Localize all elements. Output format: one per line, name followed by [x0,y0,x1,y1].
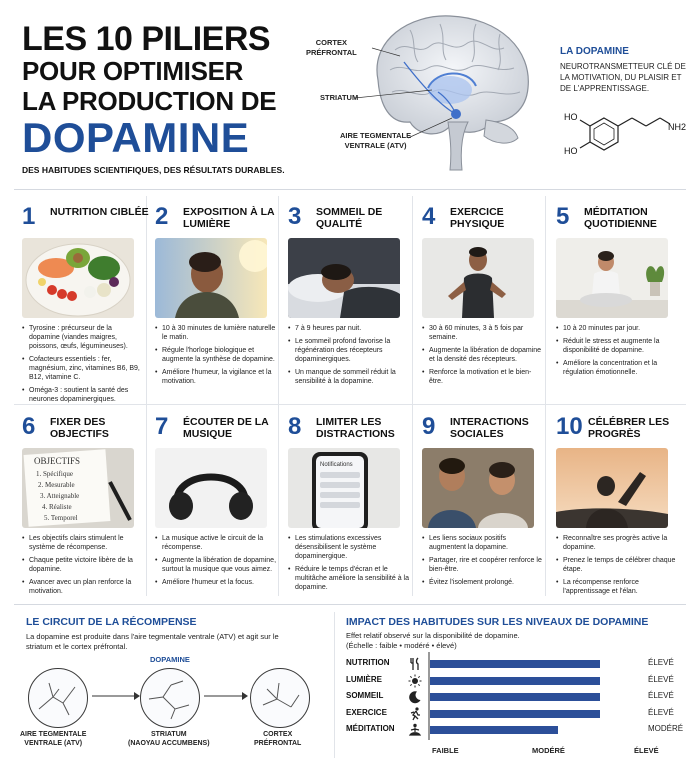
brain-label-striatum: STRIATUM [320,93,359,102]
pillar-bullet: • 30 à 60 minutes, 3 à 5 fois par semaine. [422,324,544,342]
pillar-number: 1 [22,203,36,230]
title-line-1: LES 10 PILIERS [22,20,271,58]
bar [430,660,600,668]
goals-title: OBJECTIFS [34,456,81,466]
chart-axis [428,652,432,742]
pillar-number: 9 [422,413,436,440]
pillar-bullet: • Un manque de sommeil réduit la sensibilité à la dopamine. [288,368,410,386]
pillar-number: 5 [556,203,570,230]
pillar-bullet: • Partager, rire et coopérer renforce le bien-être. [422,556,544,574]
pillar-bullet: • Reconnaître ses progrès active la dopamine. [556,534,678,552]
bar [430,710,600,718]
molecule-nh2: NH2 [668,122,687,132]
pillar-number: 6 [22,413,36,440]
circuit-node-striatum [140,668,200,728]
molecule-ho-bottom: HO [564,146,578,156]
pillar-name: MÉDITATION QUOTIDIENNE [584,206,657,230]
goals-item: 5. Temporel [44,514,78,522]
pillar-bullet: • Tyrosine : précurseur de la dopamine (viandes maigres, poissons, œufs, légumineuses). [22,324,144,351]
pillar-number: 8 [288,413,302,440]
pillar-bullet: • 10 à 20 minutes par jour. [556,324,678,333]
pillar-name: LIMITER LES DISTRACTIONS [316,416,395,440]
bar-level-label: MODÉRÉ [648,724,684,733]
circuit-arrow-1 [90,690,140,702]
pillar-8 [288,414,418,600]
goals-notebook-image [22,448,134,528]
pillar-bullet: • Prenez le temps de célébrer chaque étape. [556,556,678,574]
goals-item: 3. Atteignable [40,492,80,500]
pillar-number: 7 [155,413,169,440]
pillar-number: 4 [422,203,436,230]
moon-icon [408,690,422,704]
phone-title: Notifications [320,462,353,468]
bar-level-label: ÉLEVÉ [648,707,674,717]
bar-category-label: NUTRITION [346,658,390,667]
pillar-1 [22,203,152,403]
circuit-node-cortex [250,668,310,728]
bar-row-4 [346,723,684,737]
pillar-bullet: • Chaque petite victoire libère de la dopamine. [22,556,144,574]
pillar-bullet: • Améliore la concentration et la régulation émotionnelle. [556,359,678,377]
dopamine-description: NEUROTRANSMETTEUR CLÉ DE LA MOTIVATION, DU PLAISIR ET DE L'APPRENTISSAGE. [560,62,686,93]
circuit-label-atv: AIRE TEGMENTALE VENTRALE (ATV) [20,731,87,747]
circuit-label-striatum: STRIATUM (NAOYAU ACCUMBENS) [128,731,210,747]
food-bowl-image [22,238,134,318]
sunlight-person-image [155,238,267,318]
pillar-bullet: • Évitez l'isolement prolongé. [422,578,544,587]
impact-subtitle: Effet relatif observé sur la disponibilité de dopamine. [346,631,520,640]
bar-category-label: MÉDITATION [346,724,395,733]
dopamine-molecule [560,106,690,166]
bar [430,677,600,685]
axis-label-high: ÉLEVÉ [634,746,659,755]
pillar-bullet: • Le sommeil profond favorise la régénération des récepteurs dopaminergiques. [288,337,410,364]
headphones-image [155,448,267,528]
pillar-9 [422,414,552,600]
pillar-name: SOMMEIL DE QUALITÉ [316,206,383,230]
pillar-name: EXERCICE PHYSIQUE [450,206,505,230]
meditation-person-image [556,238,668,318]
pillar-name: ÉCOUTER DE LA MUSIQUE [183,416,269,440]
pillar-7 [155,414,285,600]
title-line-2: POUR OPTIMISER [22,56,244,86]
pillar-name: EXPOSITION À LA LUMIÈRE [183,206,275,230]
divider-top [14,189,686,190]
pillar-bullet: • Régule l'horloge biologique et augmente la synthèse de dopamine. [155,346,277,364]
goals-item: 2. Mesurable [38,481,75,489]
bar-track [430,660,630,668]
section-divider [334,612,335,758]
dopamine-info [560,46,690,94]
pillar-bullet: • 10 à 30 minutes de lumière naturelle le matin. [155,324,277,342]
circuit-arrow-2 [202,690,248,702]
brain-label-cortex: CORTEX PRÉFRONTAL [306,38,357,57]
circuit-title: LE CIRCUIT DE LA RÉCOMPENSE [26,616,197,628]
pillar-bullet: • Cofacteurs essentiels : fer, magnésium, zinc, vitamines B6, B9, B12, vitamine C. [22,355,144,382]
pillar-bullet: • Les liens sociaux positifs augmentent la dopamine. [422,534,544,552]
social-friends-image [422,448,534,528]
pillar-number: 2 [155,203,169,230]
pillar-bullet: • Réduire le temps d'écran et le multitâche améliore la sensibilité à la dopamine. [288,565,410,592]
pillar-bullet: • Réduit le stress et augmente la disponibilité de dopamine. [556,337,678,355]
circuit-text: La dopamine est produite dans l'aire tegmentale ventrale (ATV) et agit sur le striatum et le cortex préfrontal. [26,632,279,651]
running-icon [408,707,422,721]
impact-title: IMPACT DES HABITUDES SUR LES NIVEAUX DE DOPAMINE [346,616,649,628]
pillar-bullet: • 7 à 9 heures par nuit. [288,324,410,333]
impact-scale-note: (Échelle : faible • modéré • élevé) [346,641,457,650]
bar-category-label: EXERCICE [346,707,387,717]
bar-track [430,710,630,718]
pillar-number: 3 [288,203,302,230]
pillar-10 [556,414,686,600]
sleeping-person-image [288,238,400,318]
pillar-bullet: • Oméga-3 : soutient la santé des neurones dopaminergiques. [22,386,144,404]
goals-item: 1. Spécifique [36,470,73,478]
bar-track [430,693,630,701]
circuit-node-atv [28,668,88,728]
pillar-bullet: • Augmente la libération de dopamine et la densité des récepteurs. [422,346,544,364]
axis-label-mid: MODÉRÉ [532,746,565,755]
bar-level-label: ÉLEVÉ [648,691,674,700]
bar-row-3 [346,707,676,721]
phone-notifications-image [288,448,400,528]
circuit-label-cortex: CORTEX PRÉFRONTAL [254,731,302,747]
pillar-name: FIXER DES OBJECTIFS [50,416,109,440]
bar-category-label: LUMIÈRE [346,674,382,684]
pillar-name: NUTRITION CIBLÉE [50,206,149,218]
bar-row-1 [346,674,676,688]
title-line-3: LA PRODUCTION DE [22,86,277,116]
bar-level-label: ÉLEVÉ [648,658,674,667]
pillar-number: 10 [556,413,583,440]
goals-item: 4. Réaliste [42,503,72,511]
brain-label-atv: AIRE TEGMENTALE VENTRALE (ATV) [340,131,412,150]
pillar-bullet: • Avancer avec un plan renforce la motivation. [22,578,144,596]
pillar-bullet: • Améliore l'humeur, la vigilance et la motivation. [155,368,277,386]
axis-label-low: FAIBLE [432,746,459,755]
title-line-4: DOPAMINE [22,114,250,161]
molecule-ho-top: HO [564,112,578,122]
pillar-bullet: • La musique active le circuit de la récompense. [155,534,277,552]
pillar-3 [288,204,418,400]
divider-bottom [14,604,686,605]
dopamine-heading: LA DOPAMINE [560,46,629,57]
cutlery-icon [408,657,422,671]
bar-row-2 [346,690,676,704]
page-title [22,22,292,160]
bar-track [430,677,630,685]
pillar-name: CÉLÉBRER LES PROGRÈS [588,416,670,440]
pillar-bullet: • Augmente la libération de dopamine, surtout la musique que vous aimez. [155,556,277,574]
pillar-bullet: • Les stimulations excessives désensibilisent le système dopaminergique. [288,534,410,561]
pillar-bullet: • Renforce la motivation et le bien-être. [422,368,544,386]
meditation-icon [408,723,422,737]
bar-track [430,726,630,734]
bar [430,693,600,701]
pillar-4 [422,204,552,400]
celebration-image [556,448,668,528]
running-person-image [422,238,534,318]
sun-icon [408,674,422,688]
pillar-2 [155,204,285,400]
pillar-bullet: • Améliore l'humeur et la focus. [155,578,277,587]
pillar-name: INTERACTIONS SOCIALES [450,416,529,440]
bar-row-0 [346,657,676,671]
pillar-6 [22,414,152,600]
pillar-5 [556,204,686,400]
page-subtitle: DES HABITUDES SCIENTIFIQUES, DES RÉSULTATS DURABLES. [22,165,285,175]
pillar-bullet: • La récompense renforce l'apprentissage et l'élan. [556,578,678,596]
pillar-bullet: • Les objectifs clairs stimulent le système de récompense. [22,534,144,552]
bar-category-label: SOMMEIL [346,691,384,700]
bar [430,726,558,734]
circuit-arrow-label: DOPAMINE [150,655,190,664]
bar-level-label: ÉLEVÉ [648,674,674,684]
